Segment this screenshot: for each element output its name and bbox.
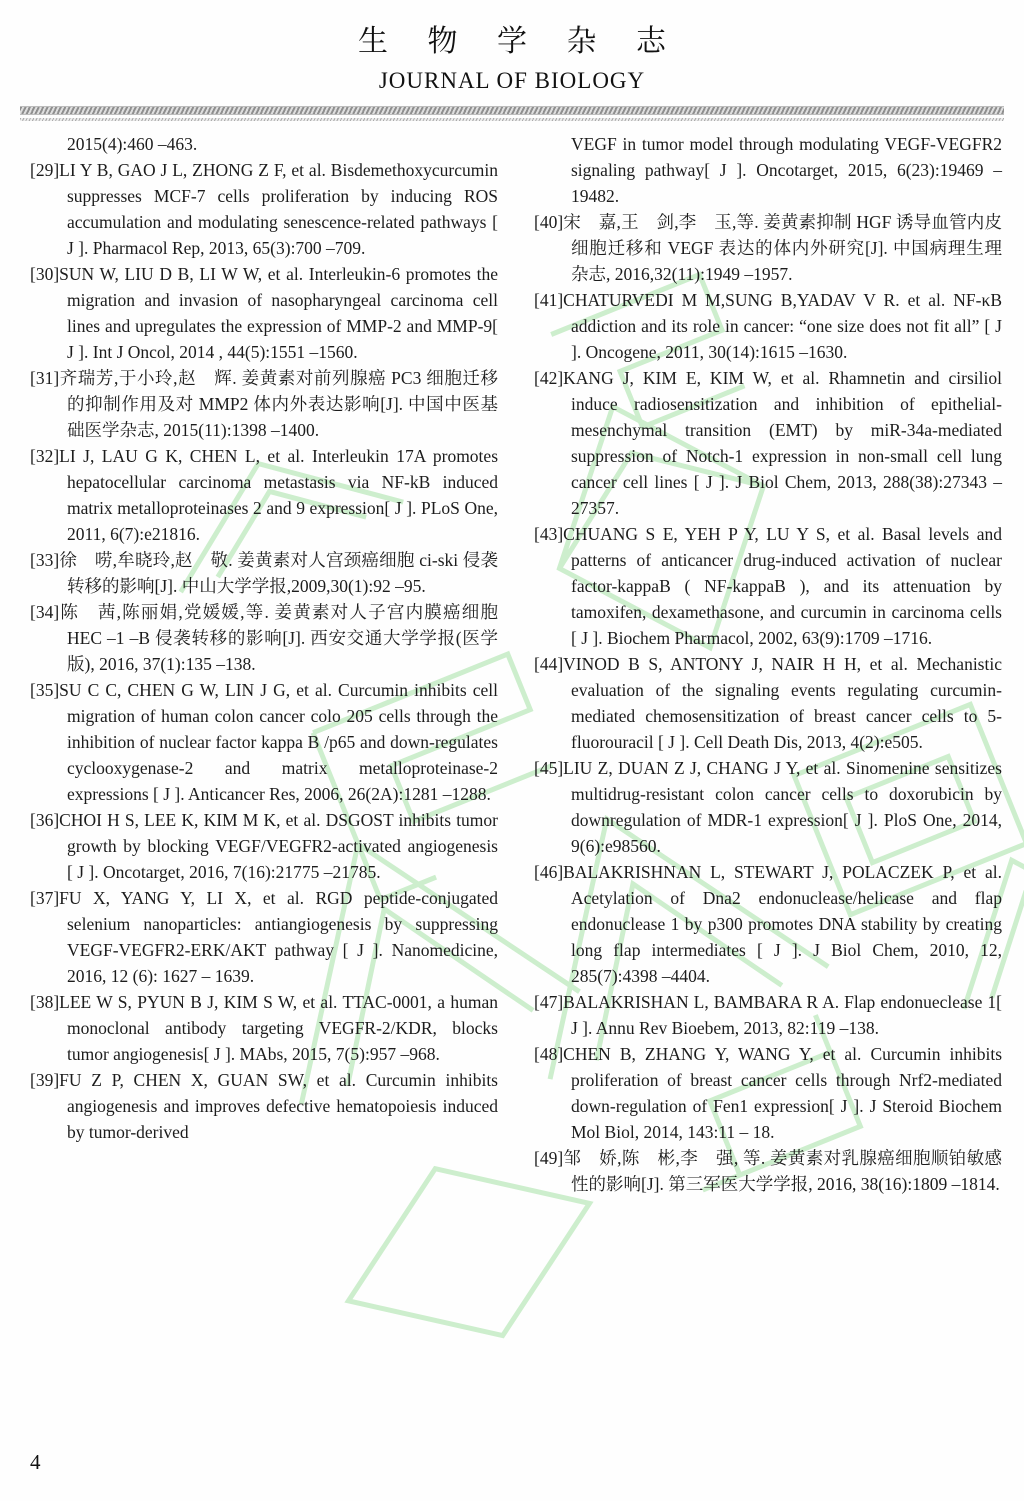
reference-entry: [43]CHUANG S E, YEH P Y, LU Y S, et al. Basal levels and patterns of anticancer drug-induced activation of nuclear factor-kappaB ( NF-kappaB ), and its attenuation by tamoxifen, dexamethasone, and curcumin in carcinoma cells [ J ]. Biochem Pharmacol, 2002, 63(9):1709 –1716. (534, 524, 1002, 648)
reference-number: [35] (30, 680, 60, 700)
reference-entry: [42]KANG J, KIM E, KIM W, et al. Rhamnetin and cirsiliol induce radiosensitization and inhibition of epithelial-mesenchymal transition (EMT) by miR-34a-mediated suppression of Notch-1 expression in non-small cell lung cancer cell lines [ J ]. J Biol Chem, 2013, 288(38):27343 –27357. (534, 368, 1002, 518)
page-number: 4 (30, 1450, 41, 1474)
reference-number: [46] (534, 862, 564, 882)
reference-entry: [35]SU C C, CHEN G W, LIN J G, et al. Curcumin inhibits cell migration of human colon cancer colo 205 cells through the inhibition of nuclear factor kappa B /p65 and down-regulates cyclooxygenase-2 and matrix metalloproteinase-2 expressions [ J ]. Anticancer Res, 2006, 26(2A):1281 –1288. (30, 680, 498, 804)
reference-number: [48] (534, 1044, 564, 1064)
reference-entry: [32]LI J, LAU G K, CHEN L, et al. Interleukin 17A promotes hepatocellular carcinoma metastasis via NF-kB induced matrix metalloproteinases 2 and 9 expression[ J ]. PLoS One, 2011, 6(7):e21816. (30, 446, 498, 544)
page-header (0, 0, 1024, 94)
reference-number: [43] (534, 524, 564, 544)
reference-entry: VEGF in tumor model through modulating VEGF-VEGFR2 signaling pathway[ J ]. Oncotarget, 2015, 6(23):19469 –19482. (571, 134, 1002, 206)
column-right (534, 131, 1002, 1197)
reference-number: [39] (30, 1070, 60, 1090)
reference-number: [49] (534, 1148, 564, 1168)
reference-number: [30] (30, 264, 60, 284)
journal-title-english: JOURNAL OF BIOLOGY (378, 68, 646, 93)
reference-number: [42] (534, 368, 564, 388)
divider-thick-line (20, 106, 1004, 115)
reference-entry: 2015(4):460 –463. (67, 134, 198, 154)
journal-title-chinese: 生 物 学 杂 志 (358, 25, 682, 58)
reference-entry: [46]BALAKRISHNAN L, STEWART J, POLACZEK P, et al. Acetylation of Dna2 endonuclease/helicase and flap endonuclease 1 by p300 promotes DNA stability by creating long flap intermediates [ J ]. J Biol Chem, 2010, 12, 285(7):4398 –4404. (534, 862, 1002, 986)
reference-number: [36] (30, 810, 60, 830)
reference-entry: [44]VINOD B S, ANTONY J, NAIR H H, et al. Mechanistic evaluation of the signaling events regulating curcumin-mediated chemosensitization of breast cancer cells to 5-fluorouracil [ J ]. Cell Death Dis, 2013, 4(2):e505. (534, 654, 1002, 752)
reference-entry: [37]FU X, YANG Y, LI X, et al. RGD peptide-conjugated selenium nanoparticles: antiangiogenesis by suppressing VEGF-VEGFR2-ERK/AKT pathway [ J ]. Nanomedicine, 2016, 12 (6): 1627 – 1639. (30, 888, 498, 986)
reference-number: [29] (30, 160, 60, 180)
reference-entry: [30]SUN W, LIU D B, LI W W, et al. Interleukin-6 promotes the migration and invasion of nasopharyngeal carcinoma cell lines and upregulates the expression of MMP-2 and MMP-9[ J ]. Int J Oncol, 2014 , 44(5):1551 –1560. (30, 264, 498, 362)
reference-number: [37] (30, 888, 60, 908)
reference-number: [41] (534, 290, 564, 310)
reference-entry: [41]CHATURVEDI M M,SUNG B,YADAV V R. et al. NF-κB addiction and its role in cancer: “one size does not fit all” [ J ]. Oncogene, 2011, 30(14):1615 –1630. (534, 290, 1002, 362)
reference-entry: [39]FU Z P, CHEN X, GUAN SW, et al. Curcumin inhibits angiogenesis and improves defective hematopoiesis induced by tumor-derived (30, 1070, 498, 1142)
reference-entry: [47]BALAKRISHAN L, BAMBARA R A. Flap endonueclease 1[ J ]. Annu Rev Bioebem, 2013, 82:119 –138. (534, 992, 1002, 1038)
reference-columns (0, 121, 1024, 1197)
reference-entry: [40]宋 嘉,王 剑,李 玉,等. 姜黄素抑制 HGF 诱导血管内皮细胞迁移和 VEGF 表达的体内外研究[J]. 中国病理生理杂志, 2016,32(11):1949 –1957. (534, 212, 1002, 284)
reference-entry: [38]LEE W S, PYUN B J, KIM S W, et al. TTAC-0001, a human monoclonal antibody targeting VEGFR-2/KDR, blocks tumor angiogenesis[ J ]. MAbs, 2015, 7(5):957 –968. (30, 992, 498, 1064)
reference-number: [38] (30, 992, 60, 1012)
reference-number: [47] (534, 992, 564, 1012)
reference-number: [40] (534, 212, 564, 232)
reference-entry: [45]LIU Z, DUAN Z J, CHANG J Y, et al. Sinomenine sensitizes multidrug-resistant colon cancer cells to doxorubicin by downregulation of MDR-1 expression[ J ]. PloS One, 2014, 9(6):e98560. (534, 758, 1002, 856)
reference-number: [45] (534, 758, 564, 778)
reference-number: [34] (30, 602, 60, 622)
reference-entry: [48]CHEN B, ZHANG Y, WANG Y, et al. Curcumin inhibits proliferation of breast cancer cells through Nrf2-mediated down-regulation of Fen1 expression[ J ]. J Steroid Biochem Mol Biol, 2014, 143:11 – 18. (534, 1044, 1002, 1142)
reference-entry: [29]LI Y B, GAO J L, ZHONG Z F, et al. Bisdemethoxycurcumin suppresses MCF-7 cells proliferation by inducing ROS accumulation and modulating senescence-related pathways [ J ]. Pharmacol Rep, 2013, 65(3):700 –709. (30, 160, 498, 258)
reference-number: [32] (30, 446, 60, 466)
header-divider (20, 106, 1004, 121)
reference-entry: [36]CHOI H S, LEE K, KIM M K, et al. DSGOST inhibits tumor growth by blocking VEGF/VEGFR2-activated angiogenesis [ J ]. Oncotarget, 2016, 7(16):21775 –21785. (30, 810, 498, 882)
reference-entry: [31]齐瑞芳,于小玲,赵 辉. 姜黄素对前列腺癌 PC3 细胞迁移的抑制作用及对 MMP2 体内外表达影响[J]. 中国中医基础医学杂志, 2015(11):1398 –1400. (30, 368, 498, 440)
reference-number: [44] (534, 654, 564, 674)
reference-entry: [49]邹 娇,陈 彬,李 强, 等. 姜黄素对乳腺癌细胞顺铂敏感性的影响[J]. 第三军医大学学报, 2016, 38(16):1809 –1814. (534, 1148, 1002, 1194)
column-left (30, 131, 498, 1197)
reference-number: [33] (30, 550, 60, 570)
reference-number: [31] (30, 368, 60, 388)
reference-entry: [34]陈 茜,陈丽娟,党媛媛,等. 姜黄素对人子宫内膜癌细胞 HEC –1 –B 侵袭转移的影响[J]. 西安交通大学学报(医学版), 2016, 37(1):135 –138. (30, 602, 498, 674)
reference-entry: [33]徐 唠,牟晓玲,赵 敬. 姜黄素对人宫颈癌细胞 ci-ski 侵袭转移的影响[J]. 中山大学学报,2009,30(1):92 –95. (30, 550, 498, 596)
